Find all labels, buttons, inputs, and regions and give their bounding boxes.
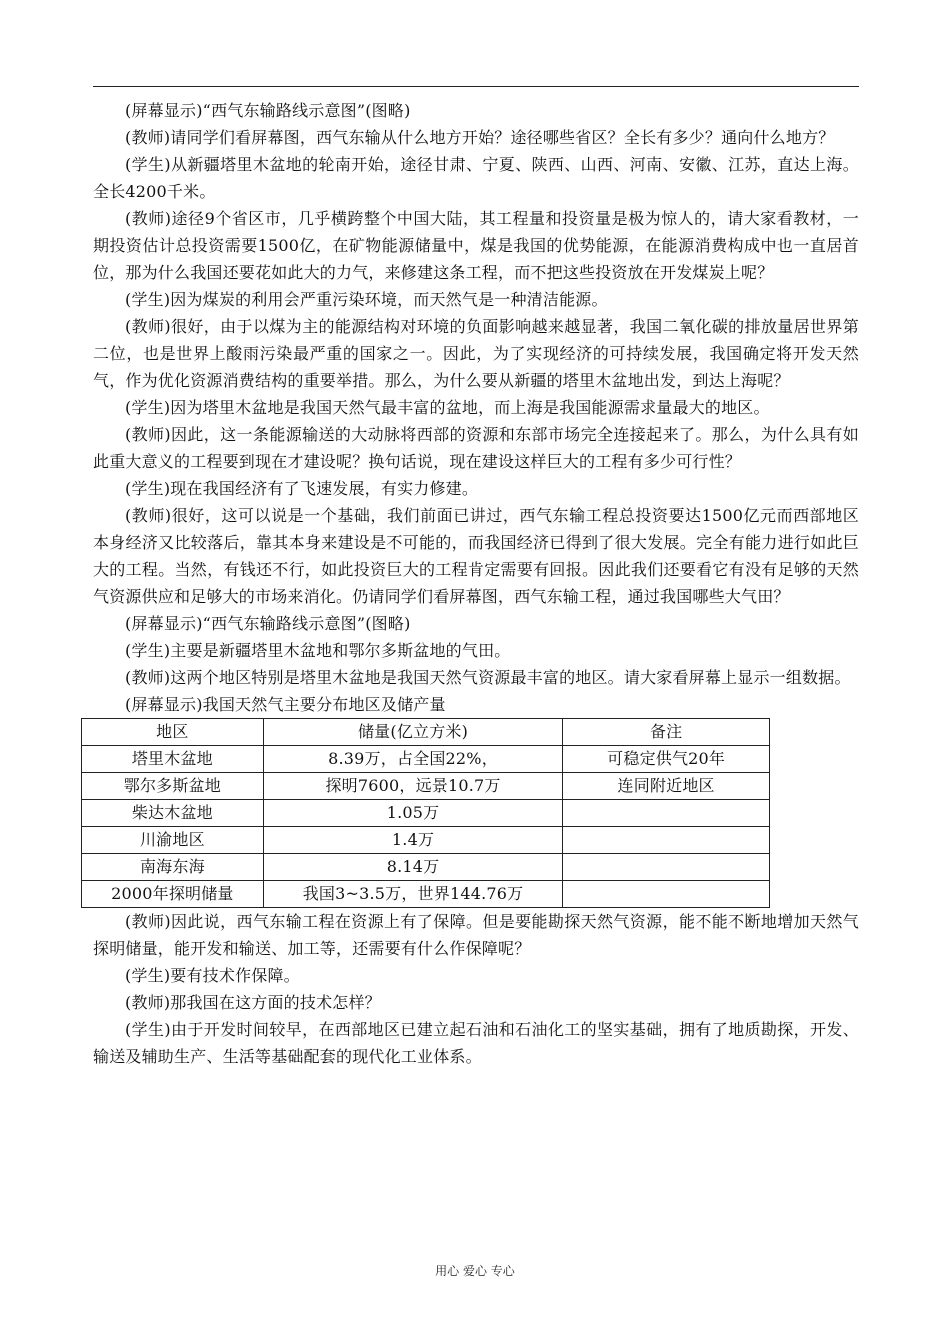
table-cell: 8.14万: [263, 854, 563, 881]
paragraph: (教师)途径9个省区市，几乎横跨整个中国大陆，其工程量和投资量是极为惊人的，请大家看教材，一期投资估计总投资需要1500亿，在矿物能源储量中，煤是我国的优势能源，在能源消费构成中也一直居首位，那为什么我国还要花如此大的力气，来修建这条工程，而不把这些投资放在开发煤炭上呢？: [93, 209, 859, 282]
paragraph: (教师)因此，这一条能源输送的大动脉将西部的资源和东部市场完全连接起来了。那么，为什么具有如此重大意义的工程要到现在才建设呢？换句话说，现在建设这样巨大的工程有多少可行性？: [93, 425, 859, 471]
table-cell: 我国3~3.5万，世界144.76万: [263, 881, 563, 908]
paragraph: (学生)现在我国经济有了飞速发展，有实力修建。: [125, 479, 479, 498]
paragraph: (教师)很好，这可以说是一个基础，我们前面已讲过，西气东输工程总投资要达1500亿元而西部地区本身经济又比较落后，靠其本身来建设是不可能的，而我国经济已得到了很大发展。完全有能力进行如此巨大的工程。当然，有钱还不行，如此投资巨大的工程肯定需要有回报。因此我们还要看它有没有足够的天然气资源供应和足够大的市场来消化。仍请同学们看屏幕图，西气东输工程，通过我国哪些大气田？: [93, 506, 859, 606]
table-row: [82, 773, 770, 800]
table-row: [82, 881, 770, 908]
paragraph: (学生)因为塔里木盆地是我国天然气最丰富的盆地，而上海是我国能源需求量最大的地区。: [125, 398, 770, 417]
table-row: [82, 800, 770, 827]
header-rule: [93, 86, 859, 87]
paragraph: (学生)由于开发时间较早，在西部地区已建立起石油和石油化工的坚实基础，拥有了地质勘探，开发、输送及辅助生产、生活等基础配套的现代化工业体系。: [93, 1020, 859, 1066]
paragraph: (屏幕显示)“西气东输路线示意图”(图略): [125, 614, 411, 633]
table-cell: 1.05万: [263, 800, 563, 827]
paragraph: (教师)很好，由于以煤为主的能源结构对环境的负面影响越来越显著，我国二氧化碳的排放量居世界第二位，也是世界上酸雨污染最严重的国家之一。因此，为了实现经济的可持续发展，我国确定将开发天然气，作为优化资源消费结构的重要举措。那么，为什么要从新疆的塔里木盆地出发，到达上海呢？: [93, 317, 859, 390]
document-body: [93, 97, 859, 1070]
table-cell: 1.4万: [263, 827, 563, 854]
table-cell: 2000年探明储量: [82, 881, 264, 908]
paragraph: (教师)这两个地区特别是塔里木盆地是我国天然气资源最丰富的地区。请大家看屏幕上显示一组数据。: [125, 668, 851, 687]
table-cell: [563, 881, 770, 908]
table-cell: 连同附近地区: [563, 773, 770, 800]
paragraph: (教师)请同学们看屏幕图，西气东输从什么地方开始？途径哪些省区？全长有多少？通向什么地方？: [125, 128, 835, 147]
header-cell-notes: 备注: [563, 719, 770, 746]
table-cell: 柴达木盆地: [82, 800, 264, 827]
table-cell: [563, 854, 770, 881]
gas-reserves-table: [81, 718, 770, 908]
table-row: [82, 746, 770, 773]
paragraph: (学生)要有技术作保障。: [125, 966, 300, 985]
table-header-row: [82, 719, 770, 746]
table-cell: 塔里木盆地: [82, 746, 264, 773]
paragraph: (屏幕显示)“西气东输路线示意图”(图略): [125, 101, 411, 120]
page-footer: 用心 爱心 专心: [435, 1264, 515, 1278]
table-cell: [563, 800, 770, 827]
table-caption: (屏幕显示)我国天然气主要分布地区及储产量: [125, 695, 446, 714]
paragraph: (学生)主要是新疆塔里木盆地和鄂尔多斯盆地的气田。: [125, 641, 511, 660]
header-cell-region: 地区: [82, 719, 264, 746]
table-cell: 川渝地区: [82, 827, 264, 854]
paragraph: (教师)因此说，西气东输工程在资源上有了保障。但是要能勘探天然气资源，能不能不断地增加天然气探明储量，能开发和输送、加工等，还需要有什么作保障呢？: [93, 912, 859, 958]
paragraph: (学生)因为煤炭的利用会严重污染环境，而天然气是一种清洁能源。: [125, 290, 608, 309]
paragraph: (教师)那我国在这方面的技术怎样？: [125, 993, 381, 1012]
table-row: [82, 854, 770, 881]
paragraph: (学生)从新疆塔里木盆地的轮南开始，途径甘肃、宁夏、陕西、山西、河南、安徽、江苏，直达上海。全长4200千米。: [93, 155, 859, 201]
table-cell: 鄂尔多斯盆地: [82, 773, 264, 800]
header-cell-reserves: 储量(亿立方米): [263, 719, 563, 746]
table-cell: 南海东海: [82, 854, 264, 881]
table-row: [82, 827, 770, 854]
table-cell: [563, 827, 770, 854]
table-cell: 可稳定供气20年: [563, 746, 770, 773]
table-cell: 探明7600，远景10.7万: [263, 773, 563, 800]
table-cell: 8.39万，占全国22%，: [263, 746, 563, 773]
